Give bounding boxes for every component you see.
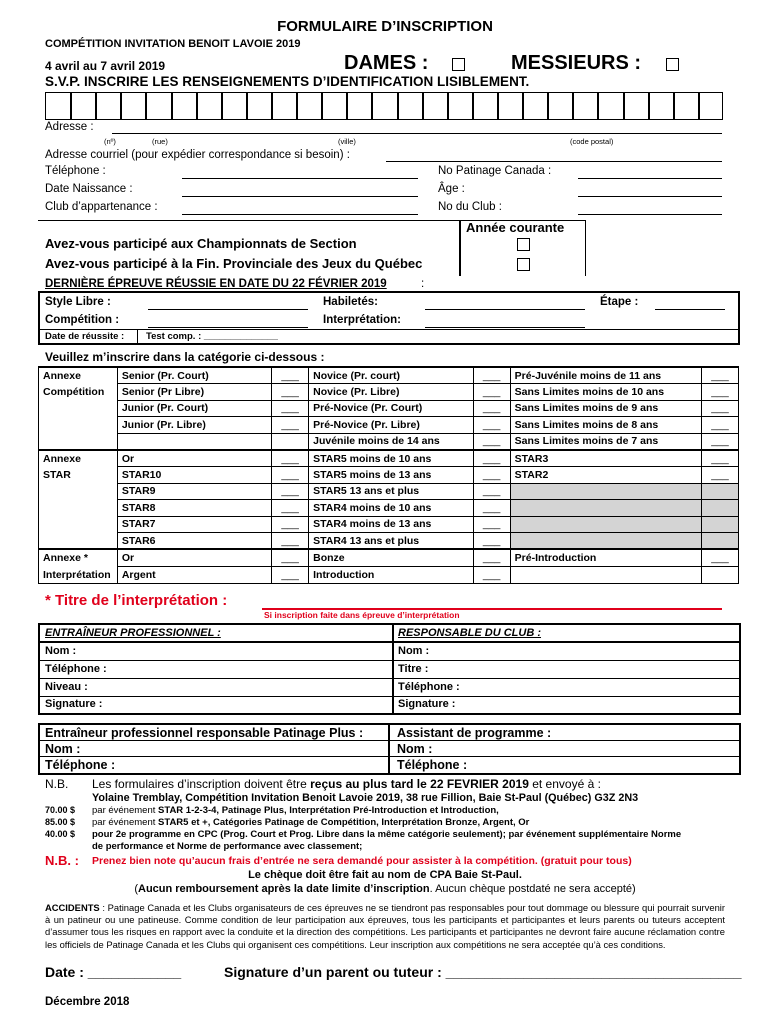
form-title: FORMULAIRE D’INSCRIPTION bbox=[277, 18, 493, 35]
responsable-telephone[interactable]: Téléphone : bbox=[398, 681, 460, 693]
id-box-divider bbox=[397, 92, 399, 120]
id-box-divider bbox=[698, 92, 700, 120]
accidents-text: ACCIDENTS : Patinage Canada et les Clubs organisateurs de ces épreuves ne se tiendront pas responsables pour tout dommage ou blessure qui pourrait survenir à un patineur ou une patineuse. Comme condition de leur participation aux épreuves, tous les participants et participantes et leurs parents ou tuteurs acceptent d’assumer tous les risques en rapport avec la conduite et la direction des compétitions. Les participants et participantes ne devront faire aucune réclamation contre les officiels de Patinage Canada et les Clubs qui organisent ces compétitions. Leur inscription aux compétitions ne sera acceptée qu’à ces conditions. bbox=[45, 902, 725, 950]
date-field[interactable]: Date : ____________ bbox=[45, 964, 182, 980]
category-blank[interactable]: ___ bbox=[473, 417, 510, 433]
annexe-label bbox=[39, 549, 118, 583]
etape-label: Étape : bbox=[600, 296, 639, 308]
category-blank[interactable]: ___ bbox=[473, 567, 510, 584]
patinage-plus-telephone[interactable]: Téléphone : bbox=[45, 758, 116, 772]
category-blank[interactable]: ___ bbox=[701, 367, 738, 384]
category-label bbox=[510, 567, 701, 584]
test-comp-label: Test comp. : ______________ bbox=[146, 331, 278, 342]
age-label: Âge : bbox=[438, 183, 465, 195]
fee-amount: 70.00 $ bbox=[45, 805, 76, 815]
titre-interp-label: * Titre de l’interprétation : bbox=[45, 592, 228, 609]
jeux-question: Avez-vous participé à la Fin. Provinciale des Jeux du Québec bbox=[45, 256, 423, 271]
adresse-code-hint: (code postal) bbox=[570, 137, 614, 146]
category-blank[interactable]: ___ bbox=[473, 467, 510, 483]
category-blank[interactable]: ___ bbox=[701, 417, 738, 433]
category-blank[interactable]: ___ bbox=[272, 549, 309, 566]
id-box-divider bbox=[673, 92, 675, 120]
id-box-divider bbox=[346, 92, 348, 120]
issued-date: Décembre 2018 bbox=[45, 996, 130, 1008]
row-line-2 bbox=[38, 678, 741, 679]
fee-description: par événement STAR5 et +, Catégories Patinage de Compétition, Interprétation Bronze, Argent, Or bbox=[92, 817, 530, 828]
category-label: Sans Limites moins de 10 ans bbox=[510, 384, 701, 400]
id-box-divider bbox=[648, 92, 650, 120]
category-label: STAR10 bbox=[117, 467, 271, 483]
category-label: Senior (Pr Libre) bbox=[117, 384, 271, 400]
category-label: Juvénile moins de 14 ans bbox=[309, 433, 474, 450]
pp-line-2 bbox=[38, 756, 741, 757]
id-box-divider bbox=[95, 92, 97, 120]
id-box-divider bbox=[321, 92, 323, 120]
category-blank bbox=[701, 500, 738, 516]
category-row bbox=[39, 400, 739, 416]
entraineur-title: ENTRAÎNEUR PROFESSIONNEL : bbox=[45, 627, 221, 639]
id-box-divider bbox=[497, 92, 499, 120]
id-box-divider bbox=[472, 92, 474, 120]
category-blank[interactable]: ___ bbox=[473, 532, 510, 549]
category-label: STAR4 13 ans et plus bbox=[309, 532, 474, 549]
naissance-field[interactable] bbox=[182, 196, 418, 197]
telephone-field[interactable] bbox=[182, 178, 418, 179]
id-box-divider bbox=[522, 92, 524, 120]
category-label: Or bbox=[117, 549, 271, 566]
annexe-line: Annexe bbox=[43, 370, 81, 382]
adresse-field[interactable] bbox=[112, 133, 722, 134]
style-libre-field[interactable] bbox=[148, 309, 308, 310]
id-box-divider bbox=[597, 92, 599, 120]
habiletes-field[interactable] bbox=[425, 309, 585, 310]
adresse-rue-hint: (rue) bbox=[152, 137, 168, 146]
category-label: Pré-Novice (Pr. Court) bbox=[309, 400, 474, 416]
parent-signature-field[interactable]: Signature d’un parent ou tuteur : ______________________________________ bbox=[224, 964, 742, 980]
coach-club-vdivider bbox=[392, 623, 394, 715]
naissance-label: Date Naissance : bbox=[45, 183, 133, 195]
category-blank[interactable]: ___ bbox=[473, 483, 510, 499]
category-label: Sans Limites moins de 9 ans bbox=[510, 400, 701, 416]
category-label: Sans Limites moins de 8 ans bbox=[510, 417, 701, 433]
category-label: Senior (Pr. Court) bbox=[117, 367, 271, 384]
nb-label: N.B. bbox=[45, 777, 69, 791]
no-club-label: No du Club : bbox=[438, 201, 502, 213]
category-row bbox=[39, 467, 739, 483]
responsable-title: RESPONSABLE DU CLUB : bbox=[398, 627, 542, 639]
category-label: STAR7 bbox=[117, 516, 271, 532]
category-row bbox=[39, 532, 739, 549]
annexe-label bbox=[39, 367, 118, 450]
category-blank[interactable]: ___ bbox=[272, 500, 309, 516]
category-blank[interactable]: ___ bbox=[272, 450, 309, 467]
cheque-text: Le chèque doit être fait au nom de CPA Baie St-Paul. bbox=[248, 869, 522, 881]
patinage-plus-nom[interactable]: Nom : bbox=[45, 742, 81, 756]
id-box-divider bbox=[296, 92, 298, 120]
category-row bbox=[39, 417, 739, 433]
id-box-divider bbox=[171, 92, 173, 120]
category-blank[interactable]: ___ bbox=[701, 450, 738, 467]
category-label bbox=[510, 532, 701, 549]
habiletes-label: Habiletés: bbox=[323, 296, 378, 308]
nb-text: Les formulaires d’inscription doivent être reçus au plus tard le 22 FEVRIER 2019 et envoyé à : bbox=[92, 777, 601, 791]
id-box-divider bbox=[246, 92, 248, 120]
date-reussite-divider bbox=[137, 329, 138, 344]
courriel-field[interactable] bbox=[386, 161, 722, 162]
competition-name: COMPÉTITION INVITATION BENOIT LAVOIE 2019 bbox=[45, 38, 301, 50]
derniere-divider bbox=[38, 329, 740, 330]
competition-label: Compétition : bbox=[45, 314, 120, 326]
category-row bbox=[39, 549, 739, 566]
category-blank bbox=[701, 532, 738, 549]
category-row bbox=[39, 516, 739, 532]
category-label: STAR9 bbox=[117, 483, 271, 499]
category-blank[interactable]: ___ bbox=[272, 367, 309, 384]
categories-table bbox=[38, 366, 739, 584]
category-blank[interactable]: ___ bbox=[272, 567, 309, 584]
category-blank[interactable]: ___ bbox=[701, 433, 738, 450]
category-label: STAR2 bbox=[510, 467, 701, 483]
id-box-divider bbox=[371, 92, 373, 120]
category-blank[interactable]: ___ bbox=[272, 417, 309, 433]
category-label: Sans Limites moins de 7 ans bbox=[510, 433, 701, 450]
club-field[interactable] bbox=[182, 214, 418, 215]
interpretation-field[interactable] bbox=[425, 327, 585, 328]
club-label: Club d’appartenance : bbox=[45, 201, 158, 213]
annexe-line: Annexe * bbox=[43, 552, 88, 565]
category-label: STAR8 bbox=[117, 500, 271, 516]
category-label: STAR4 moins de 10 ans bbox=[309, 500, 474, 516]
category-row bbox=[39, 483, 739, 499]
category-label: Pré-Introduction bbox=[510, 549, 701, 566]
no-patinage-field[interactable] bbox=[578, 178, 722, 179]
nb-address: Yolaine Tremblay, Compétition Invitation Benoit Lavoie 2019, 38 rue Fillion, Baie St-Paul (Québec) G3Z 2N3 bbox=[92, 792, 639, 804]
etape-field[interactable] bbox=[655, 309, 725, 310]
annexe-line: STAR bbox=[43, 469, 71, 482]
category-row bbox=[39, 567, 739, 584]
nb2-label: N.B. : bbox=[45, 853, 79, 868]
category-blank[interactable]: ___ bbox=[272, 467, 309, 483]
id-box-divider bbox=[70, 92, 72, 120]
patinage-plus-vdivider bbox=[388, 723, 390, 775]
category-label bbox=[510, 516, 701, 532]
id-box-divider bbox=[145, 92, 147, 120]
entraineur-signature[interactable]: Signature : bbox=[45, 698, 103, 710]
messieurs-label: MESSIEURS : bbox=[511, 52, 642, 74]
category-blank bbox=[701, 567, 738, 584]
category-row bbox=[39, 367, 739, 384]
titre-interp-note: Si inscription faite dans épreuve d’interprétation bbox=[264, 610, 460, 620]
category-blank[interactable]: ___ bbox=[272, 400, 309, 416]
category-blank[interactable]: ___ bbox=[473, 400, 510, 416]
remboursement-text: (Aucun remboursement après la date limite d’inscription. Aucun chèque postdaté ne sera accepté) bbox=[134, 883, 636, 895]
category-label: Junior (Pr. Libre) bbox=[117, 417, 271, 433]
pp-line-1 bbox=[38, 740, 741, 741]
category-row bbox=[39, 450, 739, 467]
courriel-label: Adresse courriel (pour expédier correspondance si besoin) : bbox=[45, 149, 350, 161]
category-blank[interactable]: ___ bbox=[473, 450, 510, 467]
category-label: STAR5 moins de 13 ans bbox=[309, 467, 474, 483]
row-line-1 bbox=[38, 660, 741, 661]
category-blank[interactable]: ___ bbox=[473, 516, 510, 532]
id-box-divider bbox=[120, 92, 122, 120]
category-label bbox=[510, 483, 701, 499]
adresse-label: Adresse : bbox=[45, 121, 94, 133]
derniere-epreuve-title: DERNIÈRE ÉPREUVE RÉUSSIE EN DATE DU 22 FÉVRIER 2019 bbox=[45, 278, 387, 290]
no-club-field[interactable] bbox=[578, 214, 722, 215]
category-row bbox=[39, 433, 739, 450]
assistant-nom[interactable]: Nom : bbox=[397, 742, 433, 756]
age-field[interactable] bbox=[578, 196, 722, 197]
category-label: Novice (Pr. court) bbox=[309, 367, 474, 384]
category-blank[interactable]: ___ bbox=[473, 549, 510, 566]
responsable-nom[interactable]: Nom : bbox=[398, 645, 430, 657]
id-box-divider bbox=[447, 92, 449, 120]
category-label: STAR3 bbox=[510, 450, 701, 467]
annexe-label bbox=[39, 450, 118, 549]
fee-amount: 85.00 $ bbox=[45, 817, 76, 827]
category-label: Argent bbox=[117, 567, 271, 584]
category-row bbox=[39, 500, 739, 516]
fee-cont: de performance et Norme de performance avec classement; bbox=[92, 841, 363, 852]
category-blank[interactable]: ___ bbox=[473, 384, 510, 400]
id-box-divider bbox=[547, 92, 549, 120]
id-box-divider bbox=[196, 92, 198, 120]
annexe-line: Interprétation bbox=[43, 568, 111, 581]
category-label bbox=[510, 500, 701, 516]
annee-courante-label: Année courante bbox=[466, 220, 565, 235]
category-blank bbox=[701, 483, 738, 499]
category-blank bbox=[701, 516, 738, 532]
id-box-divider bbox=[221, 92, 223, 120]
category-label: Novice (Pr. Libre) bbox=[309, 384, 474, 400]
section-checkbox[interactable] bbox=[517, 238, 530, 251]
category-blank[interactable]: ___ bbox=[272, 483, 309, 499]
category-label: Bonze bbox=[309, 549, 474, 566]
category-blank[interactable]: ___ bbox=[701, 549, 738, 566]
adresse-ville-hint: (ville) bbox=[338, 137, 356, 146]
annexe-line: Compétition bbox=[43, 386, 105, 399]
category-blank[interactable]: ___ bbox=[272, 384, 309, 400]
category-label: STAR5 moins de 10 ans bbox=[309, 450, 474, 467]
assistant-telephone[interactable]: Téléphone : bbox=[397, 758, 468, 772]
category-blank[interactable]: ___ bbox=[701, 467, 738, 483]
category-label: Pré-Juvénile moins de 11 ans bbox=[510, 367, 701, 384]
entraineur-nom[interactable]: Nom : bbox=[45, 645, 77, 657]
id-letter-boxes[interactable] bbox=[45, 92, 723, 120]
annexe-line: Annexe bbox=[43, 452, 81, 465]
responsable-signature[interactable]: Signature : bbox=[398, 698, 456, 710]
responsable-titre[interactable]: Titre : bbox=[398, 663, 429, 675]
category-label: STAR6 bbox=[117, 532, 271, 549]
competition-dates: 4 avril au 7 avril 2019 bbox=[45, 59, 166, 73]
category-blank[interactable]: ___ bbox=[701, 384, 738, 400]
category-label: Or bbox=[117, 450, 271, 467]
category-blank[interactable]: ___ bbox=[473, 433, 510, 450]
date-reussite-label: Date de réussite : bbox=[45, 331, 125, 342]
competition-field[interactable] bbox=[148, 327, 308, 328]
assistant-title: Assistant de programme : bbox=[397, 726, 552, 740]
fee-description: par événement STAR 1-2-3-4, Patinage Plus, Interprétation Pré-Introduction et Introduction, bbox=[92, 805, 499, 816]
jeux-checkbox[interactable] bbox=[517, 258, 530, 271]
no-patinage-label: No Patinage Canada : bbox=[438, 165, 552, 177]
style-libre-label: Style Libre : bbox=[45, 296, 111, 308]
categories-intro: Veuillez m’inscrire dans la catégorie ci-dessous : bbox=[45, 350, 325, 364]
nb2-text: Prenez bien note qu’aucun frais d’entrée ne sera demandé pour assister à la compétition. (gratuit pour tous) bbox=[92, 855, 632, 867]
category-label: STAR5 13 ans et plus bbox=[309, 483, 474, 499]
section-question: Avez-vous participé aux Championnats de Section bbox=[45, 236, 357, 251]
category-blank[interactable]: ___ bbox=[272, 532, 309, 549]
adresse-no-hint: (nº) bbox=[104, 137, 116, 146]
category-blank bbox=[272, 433, 309, 450]
derniere-epreuve-colon: : bbox=[421, 278, 425, 290]
category-label: STAR4 moins de 13 ans bbox=[309, 516, 474, 532]
entraineur-telephone[interactable]: Téléphone : bbox=[45, 663, 107, 675]
category-label bbox=[117, 433, 271, 450]
id-box-divider bbox=[623, 92, 625, 120]
messieurs-checkbox[interactable] bbox=[666, 58, 679, 71]
id-box-divider bbox=[572, 92, 574, 120]
fee-amount: 40.00 $ bbox=[45, 829, 76, 839]
patinage-plus-title: Entraîneur professionnel responsable Patinage Plus : bbox=[45, 726, 364, 740]
category-blank[interactable]: ___ bbox=[272, 516, 309, 532]
category-blank[interactable]: ___ bbox=[473, 500, 510, 516]
category-blank[interactable]: ___ bbox=[473, 367, 510, 384]
row-line-3 bbox=[38, 696, 741, 697]
dames-label: DAMES : bbox=[344, 52, 429, 74]
category-blank[interactable]: ___ bbox=[701, 400, 738, 416]
instruction-text: S.V.P. INSCRIRE LES RENSEIGNEMENTS D’IDENTIFICATION LISIBLEMENT. bbox=[45, 74, 530, 89]
id-box-divider bbox=[422, 92, 424, 120]
category-label: Junior (Pr. Court) bbox=[117, 400, 271, 416]
entraineur-niveau[interactable]: Niveau : bbox=[45, 681, 88, 693]
category-label: Pré-Novice (Pr. Libre) bbox=[309, 417, 474, 433]
category-row bbox=[39, 384, 739, 400]
interpretation-label: Interprétation: bbox=[323, 314, 401, 326]
coach-club-hdivider bbox=[38, 641, 741, 643]
telephone-label: Téléphone : bbox=[45, 165, 106, 177]
fee-description: pour 2e programme en CPC (Prog. Court et Prog. Libre dans la même catégorie seulement); par événement supplémentaire Norme bbox=[92, 829, 682, 840]
id-box-divider bbox=[271, 92, 273, 120]
category-label: Introduction bbox=[309, 567, 474, 584]
dames-checkbox[interactable] bbox=[452, 58, 465, 71]
